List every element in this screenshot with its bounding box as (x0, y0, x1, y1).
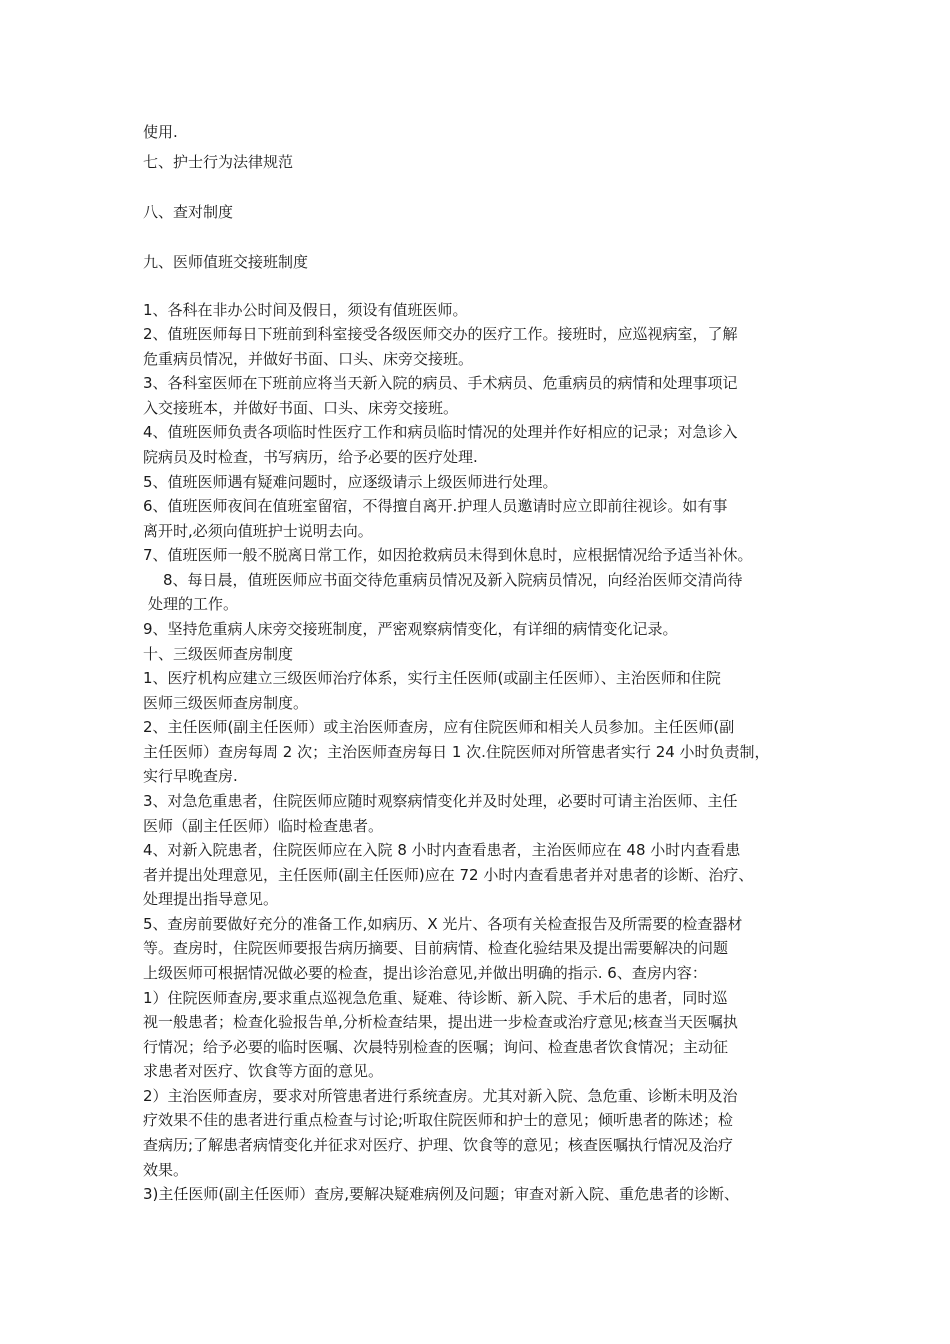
text-line: 者并提出处理意见，主任医师(副主任医师)应在 72 小时内查看患者并对患者的诊断、治疗、 (143, 866, 754, 884)
text-line: 5、值班医师遇有疑难问题时，应逐级请示上级医师进行处理。 (143, 473, 558, 491)
text-line: 求患者对医疗、饮食等方面的意见。 (143, 1062, 384, 1080)
text-line: 4、对新入院患者，住院医师应在入院 8 小时内查看患者，主治医师应在 48 小时内查看患 (143, 841, 741, 859)
text-line: 2、主任医师(副主任医师）或主治医师查房，应有住院医师和相关人员参加。主任医师(副 (143, 718, 735, 736)
text-line: 等。查房时，住院医师要报告病历摘要、目前病情、检查化验结果及提出需要解决的问题 (143, 939, 729, 957)
text-line: 8、每日晨，值班医师应书面交待危重病员情况及新入院病员情况，向经治医师交清尚待 (163, 571, 743, 589)
text-line: 9、坚持危重病人床旁交接班制度，严密观察病情变化，有详细的病情变化记录。 (143, 620, 678, 638)
text-line: 视一般患者；检查化验报告单,分析检查结果，提出进一步检查或治疗意见;核查当天医嘱执 (143, 1013, 738, 1031)
section-heading: 七、护士行为法律规范 (143, 153, 294, 171)
text-line: 疗效果不佳的患者进行重点检查与讨论;听取住院医师和护士的意见；倾听患者的陈述；检 (143, 1111, 734, 1129)
text-line: 上级医师可根据情况做必要的检查，提出诊治意见,并做出明确的指示. 6、查房内容： (143, 964, 707, 982)
text-line: 1、各科在非办公时间及假日，须设有值班医师。 (143, 301, 468, 319)
text-line: 6、值班医师夜间在值班室留宿，不得擅自离开.护理人员邀请时应立即前往视诊。如有事 (143, 497, 728, 515)
section-heading: 十、三级医师查房制度 (143, 645, 294, 663)
text-line: 3)主任医师(副主任医师）查房,要解决疑难病例及问题；审查对新入院、重危患者的诊断、 (143, 1185, 740, 1203)
text-line: 效果。 (143, 1161, 189, 1179)
text-line: 入交接班本，并做好书面、口头、床旁交接班。 (143, 399, 459, 417)
text-line: 实行早晚查房. (143, 767, 238, 785)
text-line: 危重病员情况，并做好书面、口头、床旁交接班。 (143, 350, 474, 368)
text-line: 1、医疗机构应建立三级医师治疗体系，实行主任医师(或副主任医师）、主治医师和住院 (143, 669, 721, 687)
text-line: 3、对急危重患者，住院医师应随时观察病情变化并及时处理，必要时可请主治医师、主任 (143, 792, 738, 810)
text-line: 2）主治医师查房，要求对所管患者进行系统查房。尤其对新入院、急危重、诊断未明及治 (143, 1087, 738, 1105)
text-line: 行情况；给予必要的临时医嘱、次晨特别检查的医嘱；询问、检查患者饮食情况；主动征 (143, 1038, 729, 1056)
text-line: 处理提出指导意见。 (143, 890, 279, 908)
text-line: 3、各科室医师在下班前应将当天新入院的病员、手术病员、危重病员的病情和处理事项记 (143, 374, 738, 392)
text-line: 医师三级医师查房制度。 (143, 694, 309, 712)
text-line: 2、值班医师每日下班前到科室接受各级医师交办的医疗工作。接班时，应巡视病室，了解 (143, 325, 738, 343)
text-line: 医师（副主任医师）临时检查患者。 (143, 817, 384, 835)
text-line: 处理的工作。 (148, 595, 239, 613)
section-heading: 九、医师值班交接班制度 (143, 253, 309, 271)
text-line: 4、值班医师负责各项临时性医疗工作和病员临时情况的处理并作好相应的记录；对急诊入 (143, 423, 738, 441)
text-line: 院病员及时检查，书写病历，给予必要的医疗处理. (143, 448, 478, 466)
section-heading: 八、查对制度 (143, 203, 234, 221)
text-line: 5、查房前要做好充分的准备工作,如病历、X 光片、各项有关检查报告及所需要的检查器材 (143, 915, 743, 933)
text-line: 查病历;了解患者病情变化并征求对医疗、护理、饮食等的意见；核查医嘱执行情况及治疗 (143, 1136, 734, 1154)
text-line: 7、值班医师一般不脱离日常工作，如因抢救病员未得到休息时，应根据情况给予适当补休。 (143, 546, 753, 564)
text-line: 1）住院医师查房,要求重点巡视急危重、疑难、待诊断、新入院、手术后的患者，同时巡 (143, 989, 728, 1007)
text-line: 使用. (143, 123, 178, 141)
text-line: 离开时,必须向值班护士说明去向。 (143, 522, 373, 540)
text-line: 主任医师）查房每周 2 次；主治医师查房每日 1 次.住院医师对所管患者实行 24 小时负责制， (143, 743, 770, 761)
